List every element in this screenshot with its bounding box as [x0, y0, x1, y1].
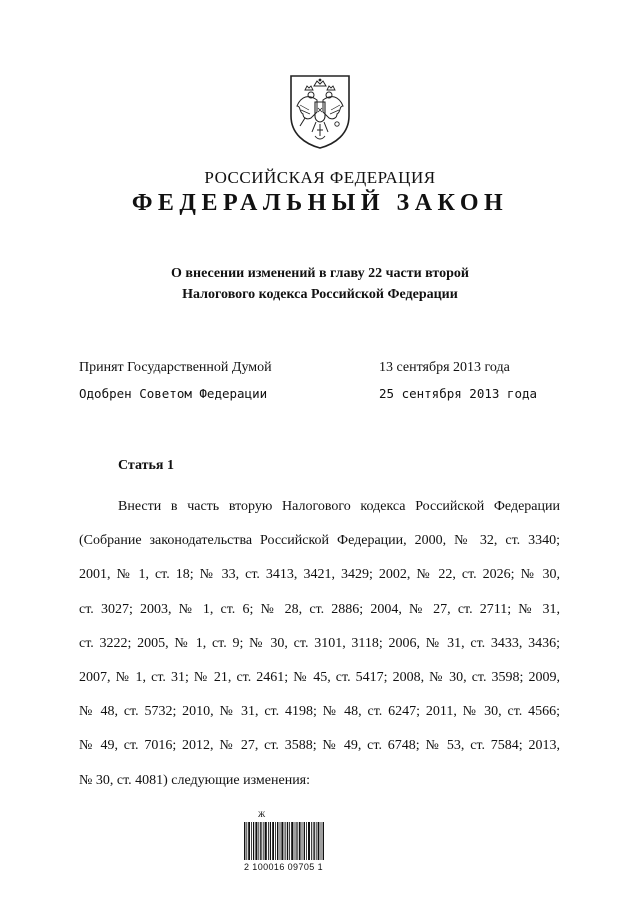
article-line: Внести в часть вторую Налогового кодекса Российской Федерации	[118, 499, 560, 514]
article-line: № 49, ст. 7016; 2012, № 27, ст. 3588; № 49, ст. 6748; № 53, ст. 7584; 2013,	[79, 738, 560, 754]
article-line: № 30, ст. 4081) следующие изменения:	[79, 772, 311, 788]
law-subject	[0, 263, 640, 305]
barcode-mark: Ж	[258, 810, 266, 819]
law-subject-line: О внесении изменений в главу 22 части второй	[171, 266, 469, 281]
article-heading: Статья 1	[118, 458, 174, 473]
article-line: № 48, ст. 5732; 2010, № 31, ст. 4198; № 48, ст. 6247; 2011, № 30, ст. 4566;	[79, 704, 560, 720]
article-line: (Собрание законодательства Российской Федерации, 2000, № 32, ст. 3340;	[79, 533, 560, 549]
barcode-number: 2 100016 09705 1	[244, 862, 323, 872]
article-line: 2007, № 1, ст. 31; № 21, ст. 2461; № 45, ст. 5417; 2008, № 30, ст. 3598; 2009,	[79, 670, 560, 686]
article-line: ст. 3222; 2005, № 1, ст. 9; № 30, ст. 3101, 3118; 2006, № 31, ст. 3433, 3436;	[79, 635, 560, 651]
adoption-council-date: 25 сентября 2013 года	[379, 386, 538, 401]
adoption-duma-date: 13 сентября 2013 года	[379, 360, 510, 375]
adoption-council-label: Одобрен Советом Федерации	[79, 386, 268, 401]
country-title: РОССИЙСКАЯ ФЕДЕРАЦИЯ	[204, 168, 436, 187]
article-body	[79, 490, 560, 798]
adoption-duma-label: Принят Государственной Думой	[79, 360, 272, 375]
article-line: ст. 3027; 2003, № 1, ст. 6; № 28, ст. 2886; 2004, № 27, ст. 2711; № 31,	[79, 601, 560, 617]
barcode-icon	[244, 810, 334, 890]
article-line: 2001, № 1, ст. 18; № 33, ст. 3413, 3421, 3429; 2002, № 22, ст. 2026; № 30,	[79, 567, 560, 583]
law-subject-line: Налогового кодекса Российской Федерации	[182, 287, 458, 302]
russian-coat-of-arms-icon	[287, 72, 353, 150]
document-type-title: ФЕДЕРАЛЬНЫЙ ЗАКОН	[131, 190, 509, 216]
